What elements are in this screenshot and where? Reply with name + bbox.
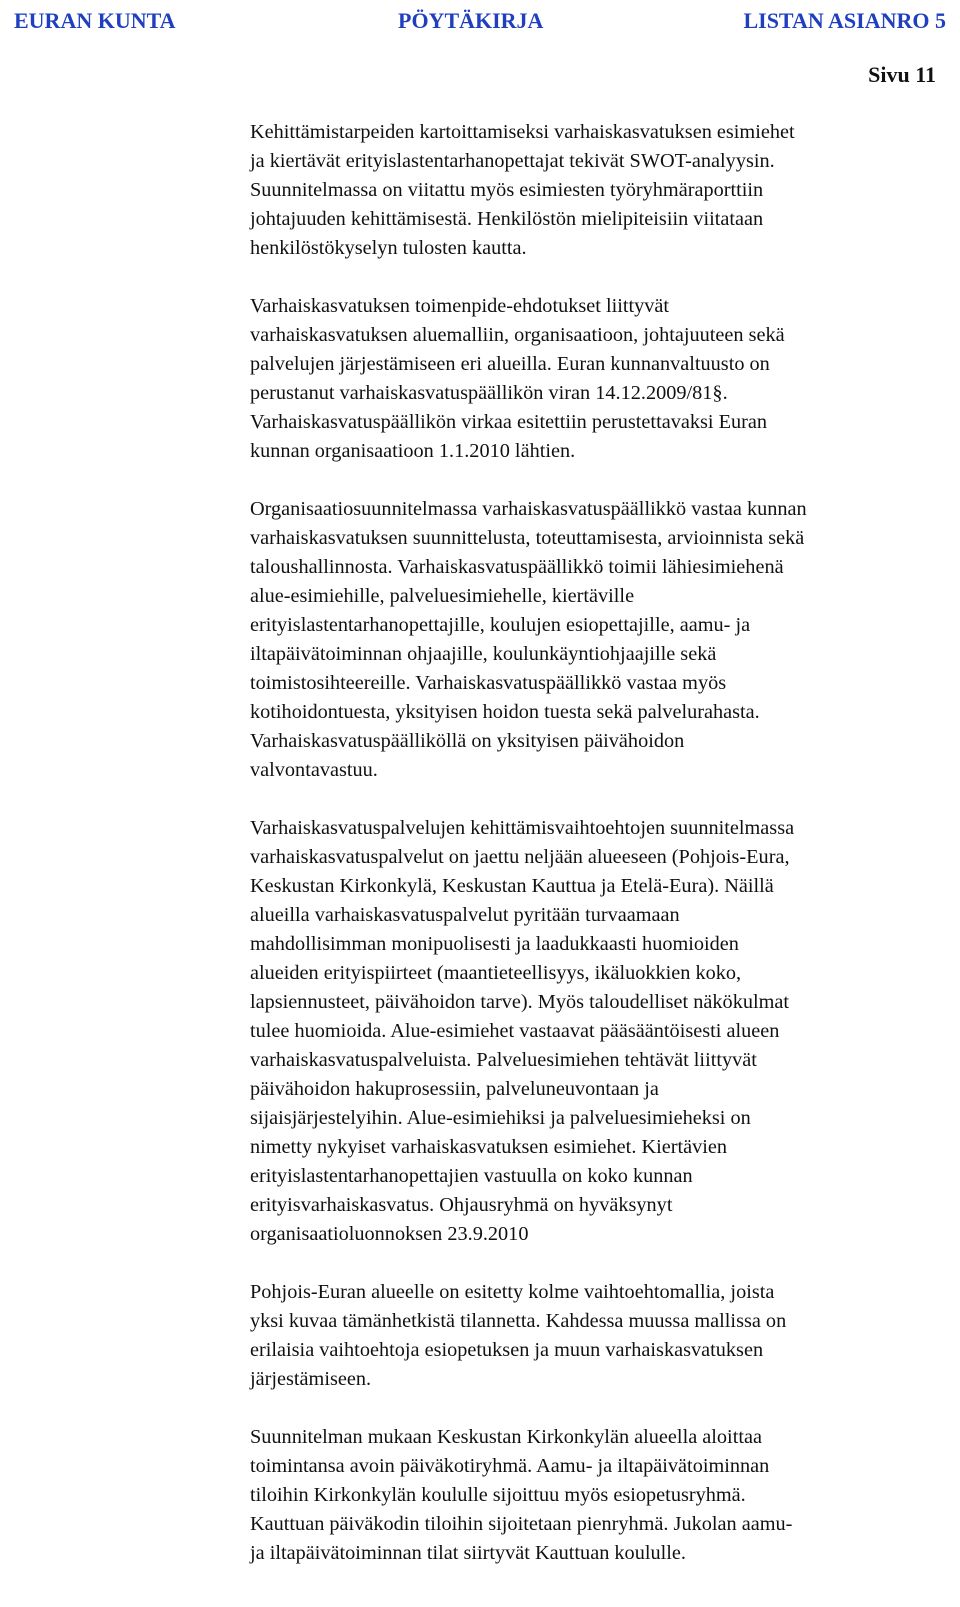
- document-header: [14, 6, 946, 36]
- paragraph: [250, 1278, 940, 1394]
- header-agenda-item: LISTAN ASIANRO 5: [743, 8, 946, 33]
- text-line: varhaiskasvatuspalveluista. Palveluesimiehen tehtävät liittyvät: [250, 1049, 757, 1071]
- header-municipality: EURAN KUNTA: [14, 8, 176, 33]
- text-line: varhaiskasvatuksen aluemalliin, organisaatioon, johtajuuteen sekä: [250, 324, 785, 346]
- text-line: alueilla varhaiskasvatuspalvelut pyritään turvaamaan: [250, 904, 680, 926]
- text-line: Varhaiskasvatuksen toimenpide-ehdotukset liittyvät: [250, 295, 670, 317]
- text-line: yksi kuvaa tämänhetkistä tilannetta. Kahdessa muussa mallissa on: [250, 1310, 787, 1332]
- text-line: Varhaiskasvatuspalvelujen kehittämisvaihtoehtojen suunnitelmassa: [250, 817, 795, 839]
- text-line: organisaatioluonnoksen 23.9.2010: [250, 1223, 529, 1245]
- text-line: lapsiennusteet, päivähoidon tarve). Myös taloudelliset näkökulmat: [250, 991, 790, 1013]
- header-document-type: PÖYTÄKIRJA: [398, 8, 544, 33]
- text-line: kotihoidontuesta, yksityisen hoidon tuesta sekä palvelurahasta.: [250, 701, 760, 723]
- text-line: varhaiskasvatuksen suunnittelusta, toteuttamisesta, arvioinnista sekä: [250, 527, 805, 549]
- paragraph: [250, 118, 940, 263]
- text-line: toimistosihteereille. Varhaiskasvatuspäällikkö vastaa myös: [250, 672, 727, 694]
- text-line: Varhaiskasvatuspäällikön virkaa esitettiin perustettavaksi Euran: [250, 411, 768, 433]
- text-line: ja iltapäivätoiminnan tilat siirtyvät Kauttuan koululle.: [250, 1542, 686, 1564]
- text-line: perustanut varhaiskasvatuspäällikön viran 14.12.2009/81§.: [250, 382, 728, 404]
- text-line: Suunnitelman mukaan Keskustan Kirkonkylän alueella aloittaa: [250, 1426, 762, 1448]
- text-line: alueiden erityispiirteet (maantieteellisyys, ikäluokkien koko,: [250, 962, 742, 984]
- paragraph: [250, 814, 940, 1249]
- text-line: tiloihin Kirkonkylän koululle sijoittuu myös esiopetusryhmä.: [250, 1484, 746, 1506]
- text-line: henkilöstökyselyn tulosten kautta.: [250, 237, 527, 259]
- paragraph: [250, 292, 940, 466]
- text-line: Suunnitelmassa on viitattu myös esimiesten työryhmäraporttiin: [250, 179, 764, 201]
- text-line: erityislastentarhanopettajille, koulujen esiopettajille, aamu- ja: [250, 614, 751, 636]
- text-line: Keskustan Kirkonkylä, Keskustan Kauttua ja Etelä-Eura). Näillä: [250, 875, 774, 897]
- text-line: mahdollisimman monipuolisesti ja laadukkaasti huomioiden: [250, 933, 739, 955]
- text-line: erityisvarhaiskasvatus. Ohjausryhmä on hyväksynyt: [250, 1194, 673, 1216]
- text-line: varhaiskasvatuspalvelut on jaettu neljään alueeseen (Pohjois-Eura,: [250, 846, 790, 868]
- text-line: ja kiertävät erityislastentarhanopettajat tekivät SWOT-analyysin.: [250, 150, 775, 172]
- text-line: Kehittämistarpeiden kartoittamiseksi varhaiskasvatuksen esimiehet: [250, 121, 795, 143]
- text-line: Kauttuan päiväkodin tiloihin sijoitetaan pienryhmä. Jukolan aamu-: [250, 1513, 793, 1535]
- text-line: valvontavastuu.: [250, 759, 378, 781]
- paragraph: [250, 1423, 940, 1568]
- text-line: kunnan organisaatioon 1.1.2010 lähtien.: [250, 440, 576, 462]
- text-line: päivähoidon hakuprosessiin, palveluneuvontaan ja: [250, 1078, 659, 1100]
- text-line: erityislastentarhanopettajien vastuulla on koko kunnan: [250, 1165, 693, 1187]
- text-line: palvelujen järjestämiseen eri alueilla. Euran kunnanvaltuusto on: [250, 353, 770, 375]
- text-line: Varhaiskasvatuspäälliköllä on yksityisen päivähoidon: [250, 730, 685, 752]
- text-line: Organisaatiosuunnitelmassa varhaiskasvatuspäällikkö vastaa kunnan: [250, 498, 807, 520]
- text-line: taloushallinnosta. Varhaiskasvatuspäällikkö toimii lähiesimiehenä: [250, 556, 784, 578]
- text-line: nimetty nykyiset varhaiskasvatuksen esimiehet. Kiertävien: [250, 1136, 728, 1158]
- text-line: johtajuuden kehittämisestä. Henkilöstön mielipiteisiin viitataan: [250, 208, 764, 230]
- text-line: erilaisia vaihtoehtoja esiopetuksen ja muun varhaiskasvatuksen: [250, 1339, 764, 1361]
- text-line: Pohjois-Euran alueelle on esitetty kolme vaihtoehtomallia, joista: [250, 1281, 775, 1303]
- text-line: alue-esimiehille, palveluesimiehelle, kiertäville: [250, 585, 635, 607]
- text-line: tulee huomioida. Alue-esimiehet vastaavat pääsääntöisesti alueen: [250, 1020, 780, 1042]
- text-line: sijaisjärjestelyihin. Alue-esimiehiksi ja palveluesimieheksi on: [250, 1107, 751, 1129]
- text-line: iltapäivätoiminnan ohjaajille, koulunkäyntiohjaajille sekä: [250, 643, 717, 665]
- text-line: toimintansa avoin päiväkotiryhmä. Aamu- ja iltapäivätoiminnan: [250, 1455, 770, 1477]
- document-body: [250, 118, 940, 1597]
- text-line: järjestämiseen.: [250, 1368, 372, 1390]
- page-number: Sivu 11: [868, 62, 936, 87]
- paragraph: [250, 495, 940, 785]
